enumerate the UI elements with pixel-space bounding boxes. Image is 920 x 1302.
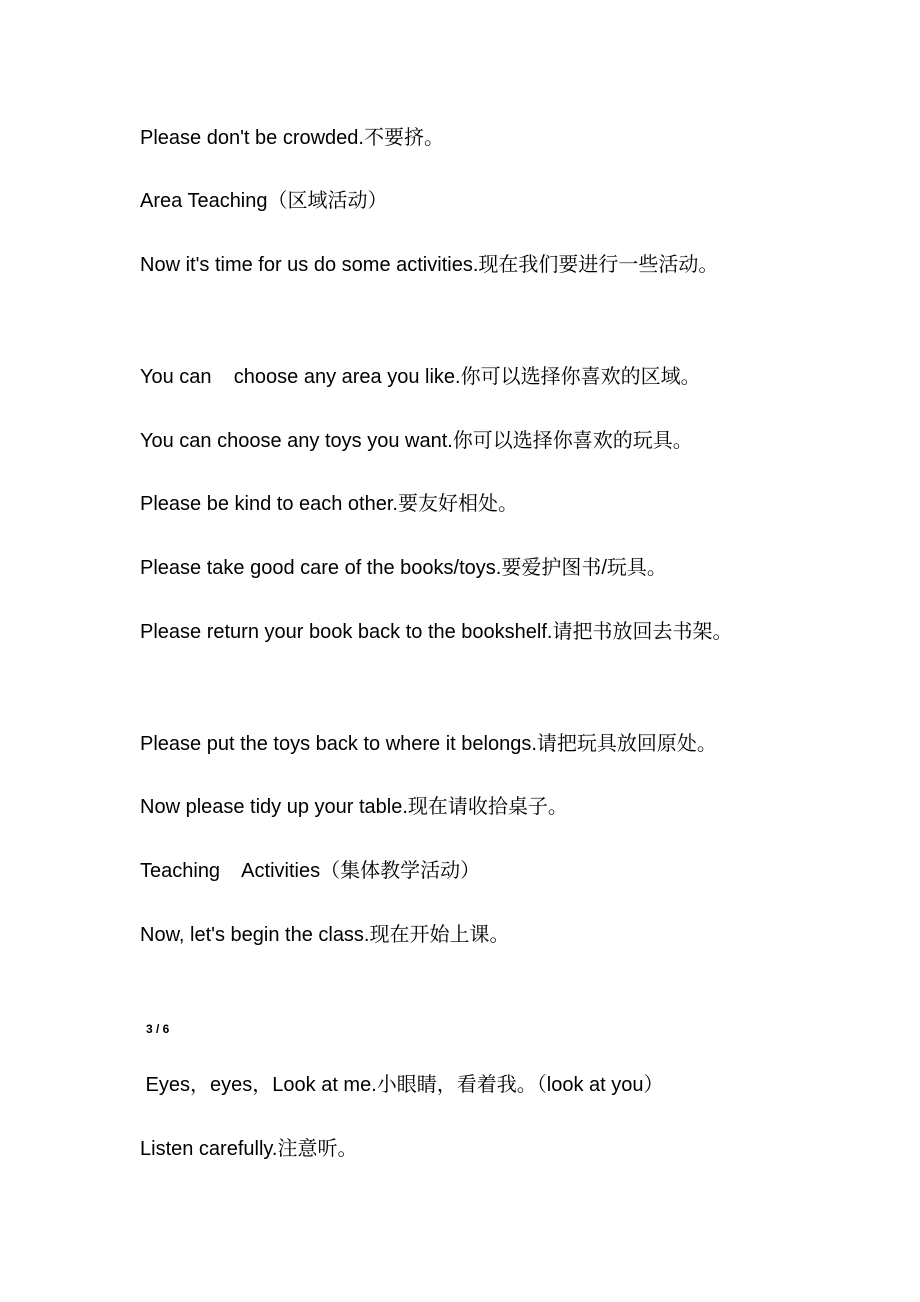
text-line: Eyes，eyes，Look at me.小眼睛，看着我。（look at you） <box>140 1074 664 1096</box>
text-line: Now it's time for us do some activities.现在我们要进行一些活动。 <box>140 254 719 276</box>
page-number: 3 / 6 <box>146 1022 170 1036</box>
text-line: Now please tidy up your table.现在请收拾桌子。 <box>140 796 568 818</box>
text-line: You can choose any toys you want.你可以选择你喜欢的玩具。 <box>140 430 693 452</box>
section-heading-teaching-activities: Teaching Activities（集体教学活动） <box>140 860 481 882</box>
text-line: Please take good care of the books/toys.要爱护图书/玩具。 <box>140 557 667 579</box>
text-line: You can choose any area you like.你可以选择你喜欢的区域。 <box>140 366 701 388</box>
text-line: Listen carefully.注意听。 <box>140 1138 358 1160</box>
text-line: Please be kind to each other.要友好相处。 <box>140 493 518 515</box>
text-line: Please return your book back to the bookshelf.请把书放回去书架。 <box>140 621 733 643</box>
section-heading-area-teaching: Area Teaching（区域活动） <box>140 190 388 212</box>
text-line: Please don't be crowded.不要挤。 <box>140 127 444 149</box>
text-line: Please put the toys back to where it belongs.请把玩具放回原处。 <box>140 733 717 755</box>
text-line: Now, let's begin the class.现在开始上课。 <box>140 924 510 946</box>
